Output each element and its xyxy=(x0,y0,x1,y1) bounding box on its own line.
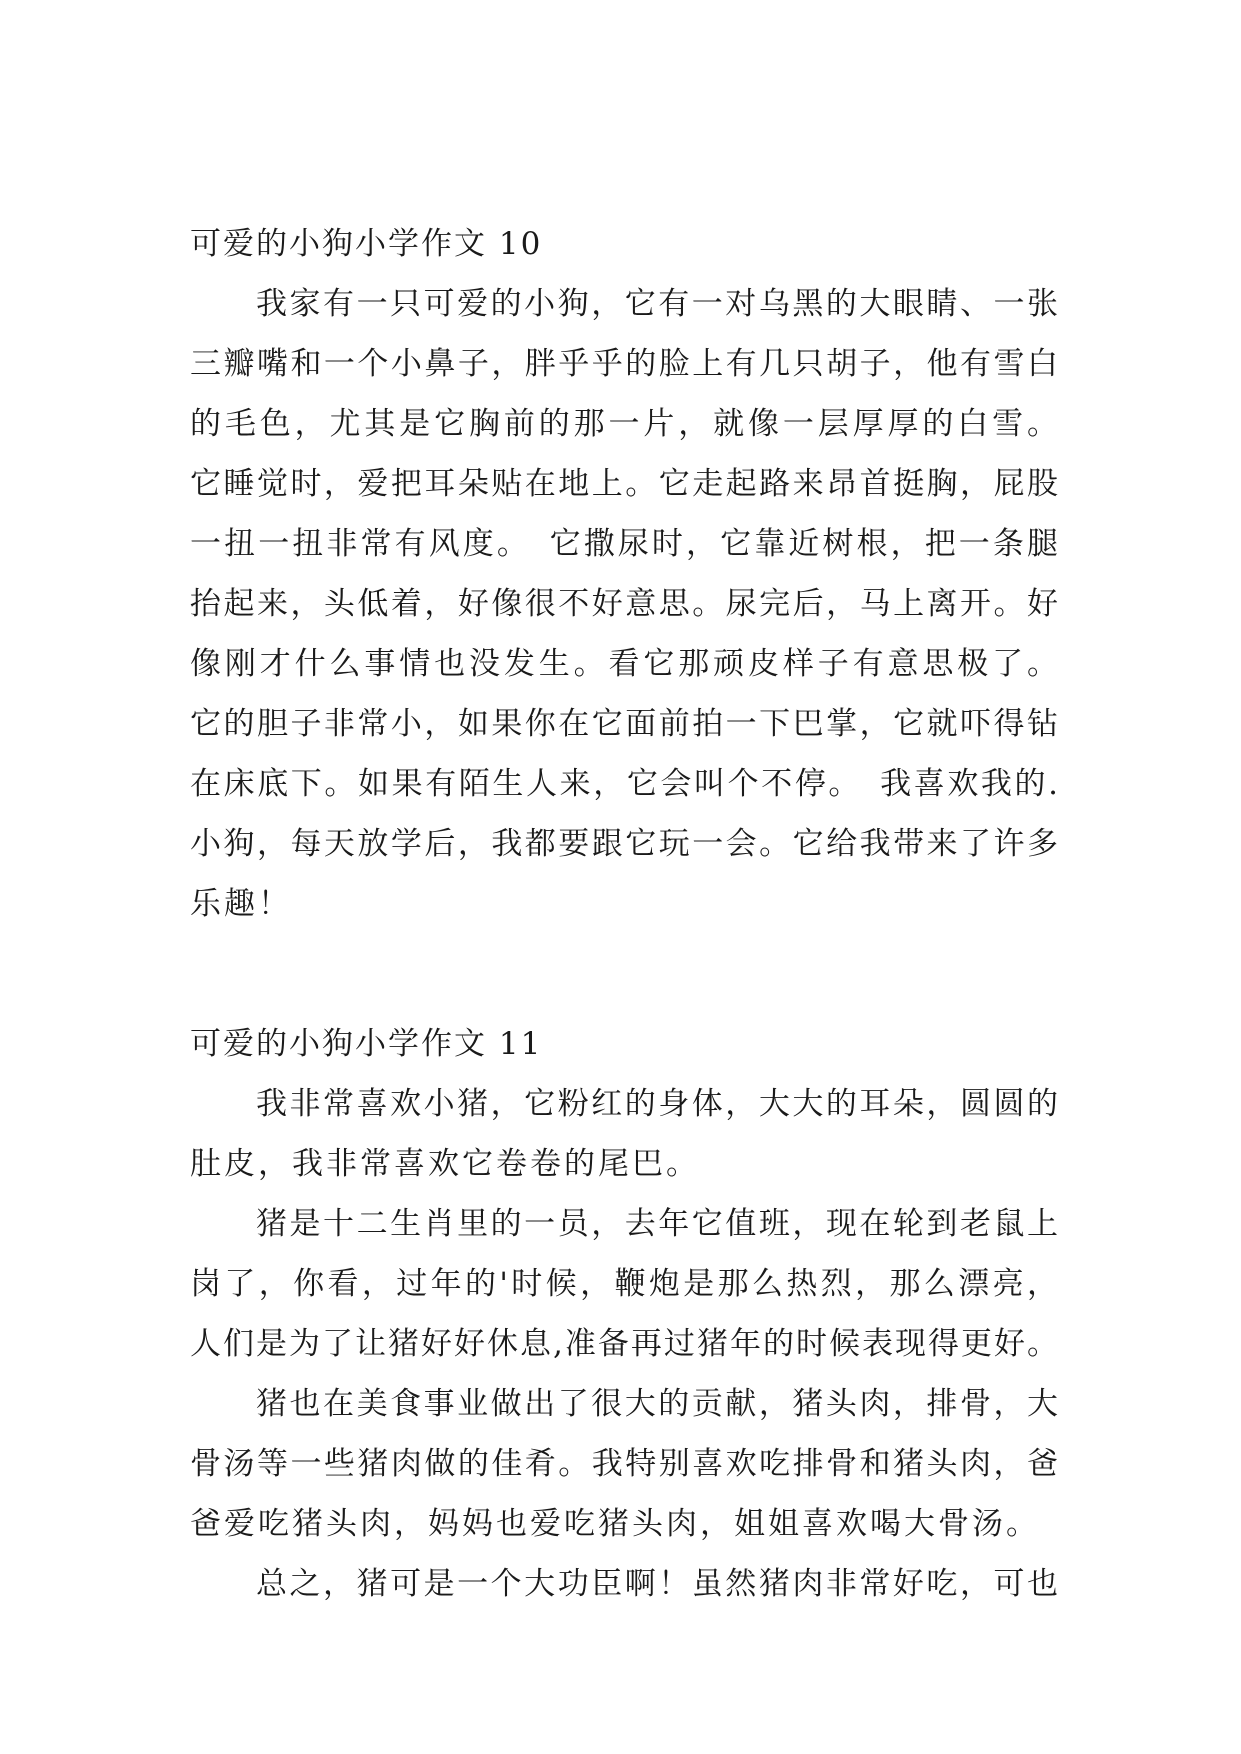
paragraph-line: 抬起来，头低着，好像很不好意思。尿完后，马上离开。好 xyxy=(190,586,1058,622)
paragraph-line: 乐趣！ xyxy=(190,886,292,922)
paragraph-line: 小狗，每天放学后，我都要跟它玩一会。它给我带来了许多 xyxy=(190,826,1058,862)
paragraph-line: 它的胆子非常小，如果你在它面前拍一下巴掌，它就吓得钻 xyxy=(190,706,1058,742)
paragraph-line: 像刚才什么事情也没发生。看它那顽皮样子有意思极了。 xyxy=(190,646,1058,682)
document-page xyxy=(190,214,1058,1614)
paragraph-line: 在床底下。如果有陌生人来，它会叫个不停。 我喜欢我的. xyxy=(190,766,1058,802)
paragraph-line: 人们是为了让猪好好休息,准备再过猪年的时候表现得更好。 xyxy=(190,1326,1058,1362)
paragraph-line: 我非常喜欢小猪，它粉红的身体，大大的耳朵，圆圆的 xyxy=(256,1086,1058,1122)
section-gap xyxy=(190,934,1058,994)
paragraph-line: 爸爱吃猪头肉，妈妈也爱吃猪头肉，姐姐喜欢喝大骨汤。 xyxy=(190,1506,1040,1542)
paragraph-line: 骨汤等一些猪肉做的佳肴。我特别喜欢吃排骨和猪头肉，爸 xyxy=(190,1446,1058,1482)
paragraph-line: 它睡觉时，爱把耳朵贴在地上。它走起路来昂首挺胸，屁股 xyxy=(190,466,1058,502)
essay-11 xyxy=(190,1014,1058,1614)
essay-title: 可爱的小狗小学作文 11 xyxy=(190,1026,543,1062)
essay-10 xyxy=(190,214,1058,934)
paragraph-line: 猪是十二生肖里的一员，去年它值班，现在轮到老鼠上 xyxy=(256,1206,1058,1242)
paragraph-line: 总之，猪可是一个大功臣啊！虽然猪肉非常好吃，可也 xyxy=(256,1566,1058,1602)
paragraph-line: 我家有一只可爱的小狗，它有一对乌黑的大眼睛、一张 xyxy=(256,286,1058,322)
paragraph-line: 猪也在美食事业做出了很大的贡献，猪头肉，排骨，大 xyxy=(256,1386,1058,1422)
paragraph-line: 的毛色，尤其是它胸前的那一片，就像一层厚厚的白雪。 xyxy=(190,406,1058,442)
paragraph-line: 肚皮，我非常喜欢它卷卷的尾巴。 xyxy=(190,1146,700,1182)
paragraph-line: 岗了，你看，过年的'时候，鞭炮是那么热烈，那么漂亮， xyxy=(190,1266,1058,1302)
essay-title: 可爱的小狗小学作文 10 xyxy=(190,226,543,262)
paragraph-line: 一扭一扭非常有风度。 它撒尿时，它靠近树根，把一条腿 xyxy=(190,526,1058,562)
paragraph-line: 三瓣嘴和一个小鼻子，胖乎乎的脸上有几只胡子，他有雪白 xyxy=(190,346,1058,382)
